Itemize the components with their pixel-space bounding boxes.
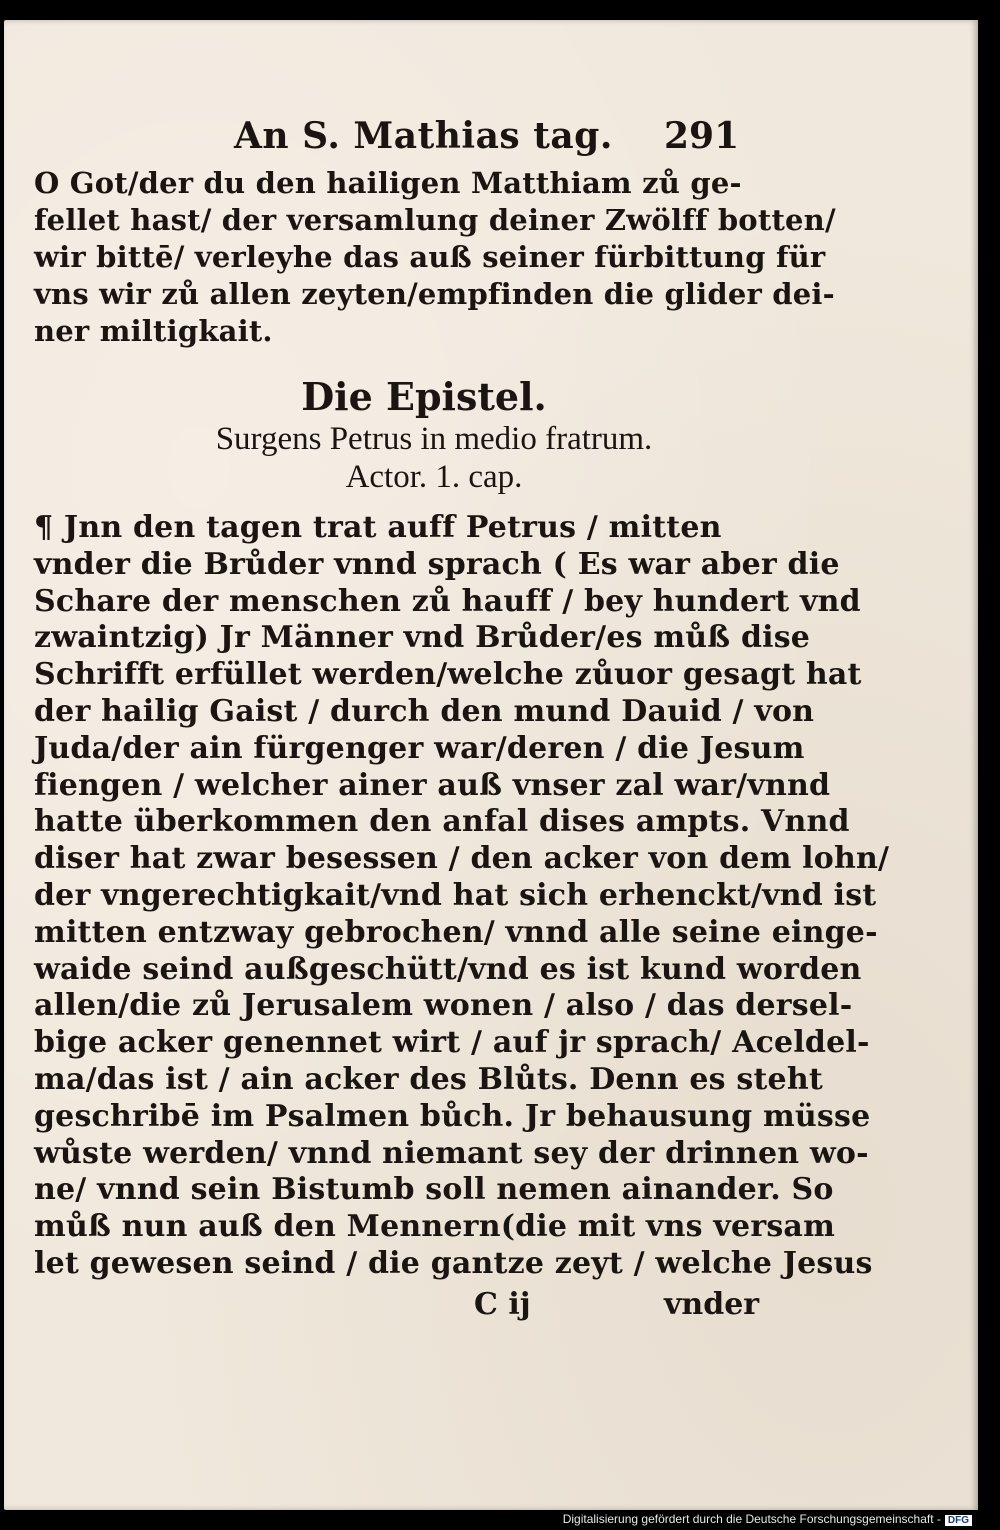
prayer-line: wir bittē/ verleyhe das auß seiner fürbittung für bbox=[34, 240, 826, 274]
running-head: An S. Mathias tag. bbox=[234, 115, 613, 157]
text-line: ne/ vnnd sein Bistumb soll nemen ainander. So bbox=[34, 1172, 834, 1208]
text-line: waide seind außgeschütt/vnd es ist kund worden bbox=[34, 951, 862, 987]
dfg-logo: DFG bbox=[945, 1515, 972, 1526]
text-line: zwaintzig) Jr Männer vnd Brůder/es můß dise bbox=[34, 620, 811, 656]
text-line: Schare der menschen zů hauff / bey hundert vnd bbox=[34, 583, 861, 619]
prayer-line: fellet hast/ der versamlung deiner Zwölff botten/ bbox=[34, 203, 836, 237]
text-block bbox=[34, 115, 890, 1327]
text-line: wůste werden/ vnnd niemant sey der drinnen wo- bbox=[34, 1135, 869, 1171]
text-line: Schrifft erfüllet werden/welche zůuor gesagt hat bbox=[34, 657, 862, 693]
collect-prayer bbox=[34, 165, 836, 350]
text-line: Juda/der ain fürgenger war/deren / die Jesum bbox=[34, 730, 805, 766]
text-line: bige acker genennet wirt / auf jr sprach/ Aceldel- bbox=[34, 1025, 870, 1061]
text-line: ¶ Jnn den tagen trat auff Petrus / mitten bbox=[34, 510, 722, 545]
page-footer bbox=[34, 1287, 794, 1327]
text-line: allen/die zů Jerusalem wonen / also / das dersel- bbox=[34, 988, 853, 1024]
text-line: mitten entzway gebrochen/ vnnd alle seine einge- bbox=[34, 914, 878, 950]
scripture-reference: Actor. 1. cap. bbox=[345, 459, 523, 495]
book-page bbox=[4, 20, 978, 1510]
text-line: diser hat zwar besessen / den acker von dem lohn/ bbox=[34, 841, 890, 877]
latin-incipit: Surgens Petrus in medio fratrum. bbox=[215, 421, 653, 457]
prayer-line: vns wir zů allen zeyten/empfinden die glider dei- bbox=[34, 277, 835, 311]
digitization-credit bbox=[563, 1512, 972, 1526]
page-header bbox=[34, 115, 794, 165]
signature-mark: C ij bbox=[474, 1286, 531, 1322]
text-line: der hailig Gaist / durch den mund Dauid / von bbox=[34, 693, 815, 729]
text-line: der vngerechtigkait/vnd hat sich erhenckt/vnd ist bbox=[34, 877, 877, 913]
text-line: hatte überkommen den anfal dises ampts. Vnnd bbox=[34, 804, 850, 840]
text-line: geschribē im Psalmen bůch. Jr behausung müsse bbox=[34, 1098, 871, 1134]
text-line: fiengen / welcher ainer auß vnser zal war/vnnd bbox=[34, 767, 831, 803]
text-line: let gewesen seind / die gantze zeyt / welche Jesus bbox=[34, 1245, 873, 1281]
prayer-line: O Got/der du den hailigen Matthiam zů ge- bbox=[34, 166, 742, 200]
prayer-line: ner miltigkait. bbox=[34, 314, 273, 348]
epistle-text bbox=[34, 510, 890, 1283]
text-line: vnder die Brůder vnnd sprach ( Es war aber die bbox=[34, 546, 840, 582]
text-line: ma/das ist / ain acker des Blůts. Denn es steht bbox=[34, 1061, 823, 1097]
section-heading: Die Epistel. bbox=[301, 374, 547, 419]
text-line: můß nun auß den Mennern(die mit vns versam bbox=[34, 1209, 836, 1245]
credit-text: Digitalisierung gefördert durch die Deutsche Forschungsgemeinschaft - bbox=[562, 1512, 941, 1526]
catchword: vnder bbox=[664, 1286, 760, 1322]
page-number: 291 bbox=[664, 115, 740, 157]
